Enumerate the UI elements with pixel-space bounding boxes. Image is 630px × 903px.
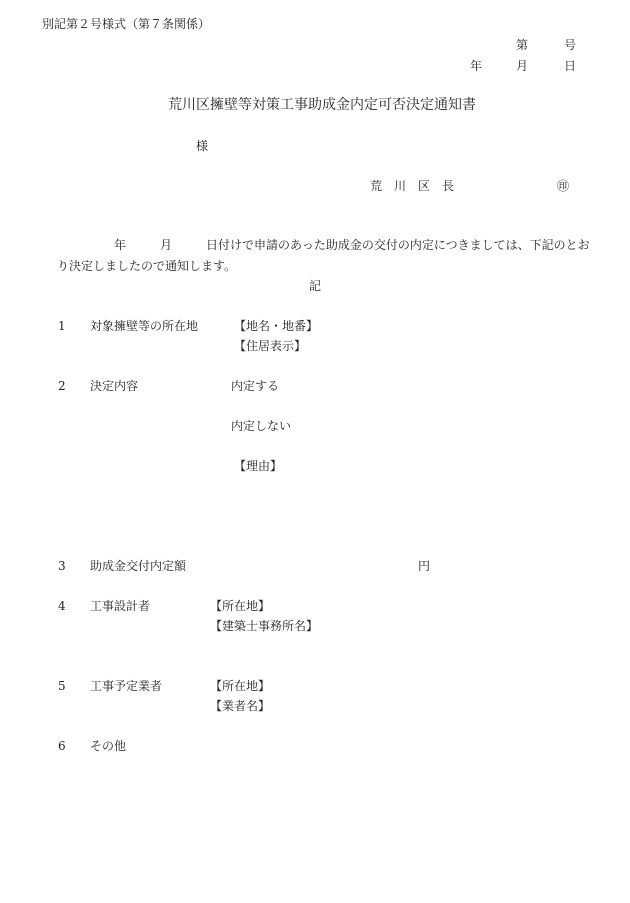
item-5-label: 工事予定業者 bbox=[90, 679, 163, 693]
item-2-reason: 【理由】 bbox=[234, 459, 283, 473]
item-6-number: 6 bbox=[58, 739, 66, 753]
item-4-value-1: 【所在地】 bbox=[210, 599, 271, 613]
item-2-option-reject: 内定しない bbox=[231, 419, 292, 433]
number-go: 号 bbox=[564, 38, 577, 52]
item-3-label: 助成金交付内定額 bbox=[90, 559, 187, 573]
ki-heading: 記 bbox=[309, 279, 322, 293]
addressee-suffix: 様 bbox=[196, 139, 209, 153]
item-1-value-2: 【住居表示】 bbox=[234, 339, 307, 353]
item-6-label: その他 bbox=[90, 739, 127, 753]
item-3-number: 3 bbox=[58, 559, 66, 573]
item-4-label: 工事設計者 bbox=[90, 599, 151, 613]
document-title: 荒川区擁壁等対策工事助成金内定可否決定通知書 bbox=[168, 97, 476, 113]
item-2-label: 決定内容 bbox=[90, 379, 139, 393]
item-1-number: 1 bbox=[58, 319, 66, 333]
item-5-number: 5 bbox=[58, 679, 66, 693]
seal-mark: ㊞ bbox=[557, 179, 570, 193]
item-5-value-1: 【所在地】 bbox=[210, 679, 271, 693]
item-2-option-approve: 内定する bbox=[231, 379, 280, 393]
item-1-label: 対象擁壁等の所在地 bbox=[90, 319, 199, 333]
date-year: 年 bbox=[470, 59, 483, 73]
form-label: 別記第２号様式（第７条関係） bbox=[42, 17, 211, 31]
body-month: 月 bbox=[160, 238, 173, 252]
date-day: 日 bbox=[564, 59, 577, 73]
date-month: 月 bbox=[516, 59, 529, 73]
item-2-number: 2 bbox=[58, 379, 66, 393]
item-5-value-2: 【業者名】 bbox=[210, 699, 271, 713]
body-line2: り決定しましたので通知します。 bbox=[57, 259, 237, 273]
item-4-value-2: 【建築士事務所名】 bbox=[210, 619, 319, 633]
number-dai: 第 bbox=[516, 38, 529, 52]
body-line1: 日付けで申請のあった助成金の交付の内定につきましては、下記のとお bbox=[206, 238, 590, 252]
body-year: 年 bbox=[114, 238, 127, 252]
item-4-number: 4 bbox=[58, 599, 66, 613]
issuer: 荒 川 区 長 bbox=[370, 179, 455, 193]
item-3-yen-unit: 円 bbox=[418, 559, 431, 573]
item-1-value-1: 【地名・地番】 bbox=[234, 319, 319, 333]
